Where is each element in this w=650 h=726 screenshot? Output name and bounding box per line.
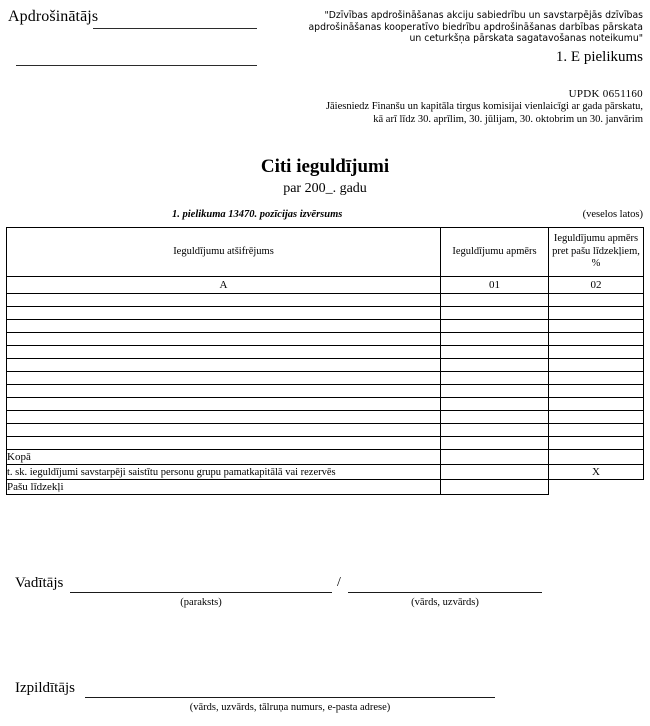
reporting-period: par 200_. gadu [283, 181, 367, 196]
director-label: Vadītājs [15, 575, 64, 591]
investments-table [6, 227, 644, 495]
executor-hint: (vārds, uzvārds, tālruņa numurs, e-pasta adrese) [189, 702, 391, 713]
table-cell-amount[interactable] [441, 398, 549, 411]
director-name-line[interactable] [348, 592, 542, 593]
table-cell-description[interactable] [7, 437, 441, 450]
table-cell-description[interactable] [7, 320, 441, 333]
table-cell-amount[interactable] [441, 359, 549, 372]
column-code-01: 01 [441, 277, 549, 294]
row-own-funds-empty-cell [549, 480, 644, 495]
table-cell-amount[interactable] [441, 320, 549, 333]
table-cell-percent[interactable] [549, 346, 644, 359]
table-cell-amount[interactable] [441, 437, 549, 450]
table-row [7, 465, 644, 480]
table-row [7, 372, 644, 385]
table-cell-percent[interactable] [549, 385, 644, 398]
table-cell-percent[interactable] [549, 359, 644, 372]
table-cell-percent[interactable] [549, 320, 644, 333]
regulation-reference [271, 10, 643, 67]
column-code-a: A [7, 277, 441, 294]
row-total-percent[interactable] [549, 450, 644, 465]
table-row [7, 294, 644, 307]
director-signature-hint: (paraksts) [180, 597, 222, 608]
table-cell-percent[interactable] [549, 437, 644, 450]
table-units-note: (veselos latos) [582, 209, 643, 220]
row-total-amount[interactable] [441, 450, 549, 465]
table-cell-percent[interactable] [549, 398, 644, 411]
annex-number: 1. E pielikums [555, 48, 643, 65]
table-cell-percent[interactable] [549, 333, 644, 346]
row-label-related-parties: t. sk. ieguldījumi savstarpēji saistītu personu grupu pamatkapitālā vai rezervēs [7, 465, 441, 480]
table-cell-amount[interactable] [441, 372, 549, 385]
regulation-line-3: un ceturkšņa pārskata sagatavošanas noteikumu" [409, 33, 643, 45]
table-cell-percent[interactable] [549, 372, 644, 385]
submission-line-1: Jāiesniedz Finanšu un kapitāla tirgus komisijai vienlaicīgi ar gada pārskatu, [325, 101, 643, 112]
table-cell-percent[interactable] [549, 424, 644, 437]
executor-signature-block [0, 677, 650, 722]
regulation-line-2: apdrošināšanas kooperatīvo biedrību apdrošināšanas darbības pārskata [308, 21, 643, 33]
table-row [7, 320, 644, 333]
table-cell-description[interactable] [7, 333, 441, 346]
row-label-total: Kopā [7, 450, 441, 465]
table-cell-description[interactable] [7, 294, 441, 307]
column-code-row [7, 277, 644, 294]
row-related-parties-percent: X [549, 465, 644, 480]
director-separator: / [337, 575, 341, 590]
row-label-own-funds: Pašu līdzekļi [7, 480, 441, 495]
table-cell-amount[interactable] [441, 346, 549, 359]
table-cell-description[interactable] [7, 307, 441, 320]
table-row [7, 333, 644, 346]
table-row [7, 307, 644, 320]
table-row [7, 385, 644, 398]
column-header-percent: Ieguldījumu apmērs pret pašu līdzekļiem, % [549, 228, 644, 277]
column-code-02: 02 [549, 277, 644, 294]
insurer-input-line-2[interactable] [16, 65, 257, 66]
table-cell-percent[interactable] [549, 411, 644, 424]
table-row [7, 450, 644, 465]
table-row [7, 346, 644, 359]
table-row [7, 480, 644, 495]
insurer-label: Apdrošinātājs [8, 8, 99, 25]
director-signature-block [0, 572, 650, 617]
table-row [7, 437, 644, 450]
table-cell-description[interactable] [7, 411, 441, 424]
column-header-description: Ieguldījumu atšifrējums [7, 228, 441, 277]
updk-code: UPDK 0651160 [568, 88, 643, 100]
table-source-note: 1. pielikuma 13470. pozīcijas izvērsums [172, 209, 343, 220]
row-own-funds-amount[interactable] [441, 480, 549, 495]
table-header-row [7, 228, 644, 277]
table-cell-description[interactable] [7, 424, 441, 437]
table-cell-amount[interactable] [441, 307, 549, 320]
table-cell-description[interactable] [7, 385, 441, 398]
executor-label: Izpildītājs [15, 680, 75, 696]
table-cell-amount[interactable] [441, 424, 549, 437]
table-row [7, 424, 644, 437]
submission-line-2: kā arī līdz 30. aprīlim, 30. jūlijam, 30. oktobrim un 30. janvārim [373, 113, 643, 125]
table-cell-amount[interactable] [441, 294, 549, 307]
table-row [7, 411, 644, 424]
table-summary-rows [7, 450, 644, 495]
director-signature-line[interactable] [70, 592, 332, 593]
table-cell-percent[interactable] [549, 294, 644, 307]
table-cell-description[interactable] [7, 346, 441, 359]
director-name-hint: (vārds, uzvārds) [411, 597, 479, 608]
table-cell-description[interactable] [7, 359, 441, 372]
page-title: Citi ieguldījumi [260, 156, 390, 177]
executor-input-line[interactable] [85, 697, 495, 698]
table-blank-rows [7, 294, 644, 450]
table-cell-percent[interactable] [549, 307, 644, 320]
insurer-input-line-1[interactable] [93, 28, 257, 29]
table-cell-amount[interactable] [441, 411, 549, 424]
table-row [7, 359, 644, 372]
table-row [7, 398, 644, 411]
table-cell-description[interactable] [7, 372, 441, 385]
table-cell-amount[interactable] [441, 333, 549, 346]
submission-instructions [271, 88, 643, 126]
table-cell-amount[interactable] [441, 385, 549, 398]
row-related-parties-amount[interactable] [441, 465, 549, 480]
table-cell-description[interactable] [7, 398, 441, 411]
insurer-field [8, 8, 268, 68]
column-header-amount: Ieguldījumu apmērs [441, 228, 549, 277]
regulation-line-1: "Dzīvības apdrošināšanas akciju sabiedrību un savstarpējās dzīvības [324, 10, 643, 21]
table-caption [6, 208, 643, 222]
